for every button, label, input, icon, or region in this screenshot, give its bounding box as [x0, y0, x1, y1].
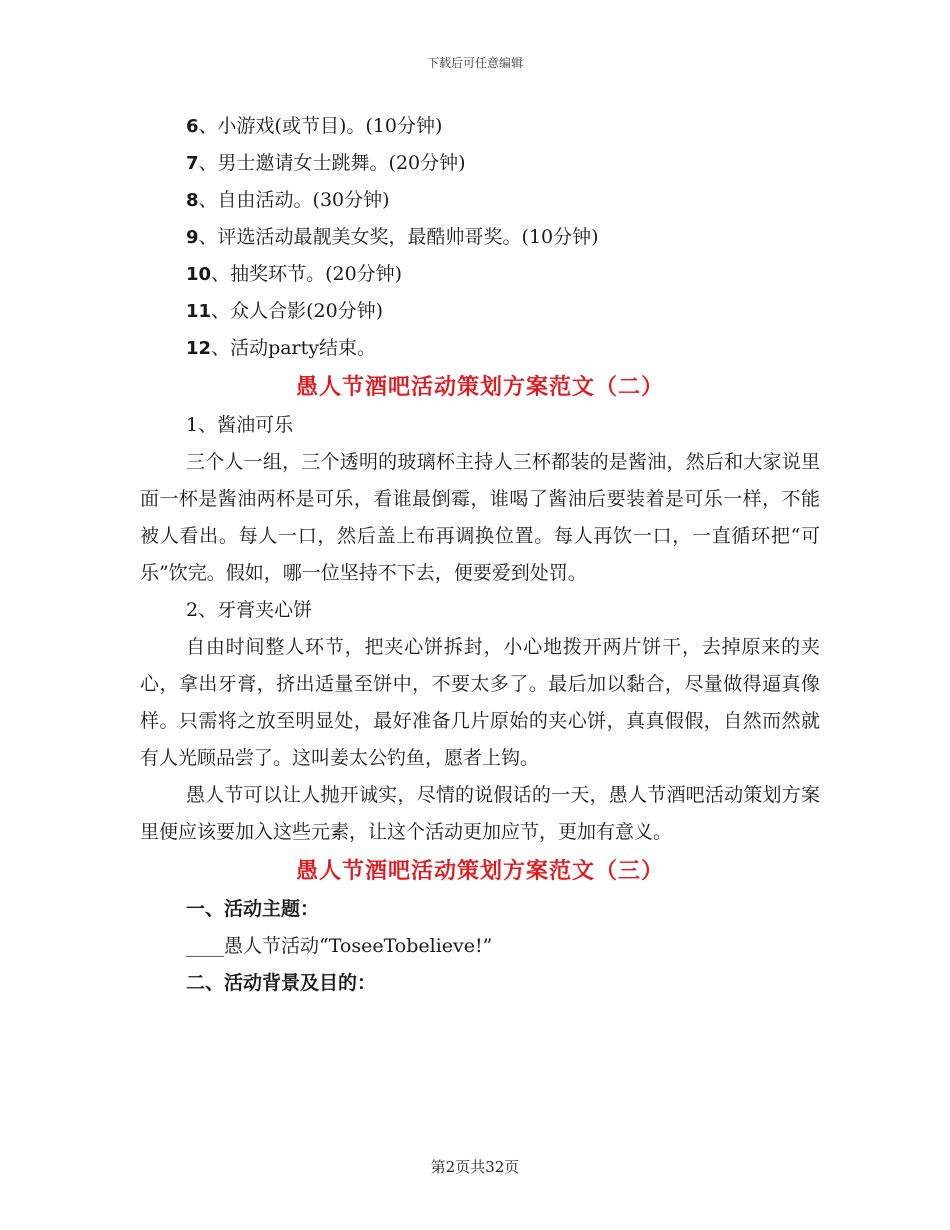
paragraph: 三个人一组，三个透明的玻璃杯主持人三杯都装的是酱油，然后和大家说里面一杯是酱油两杯是可乐，看谁最倒霉，谁喝了酱油后要装着是可乐一样，不能被人看出。每人一口，然后盖上布再调换位置。每人再饮一口，一直循环把“可乐”饮完。假如，哪一位坚持不下去，便要爱到处罚。	[140, 451, 820, 584]
list-item	[140, 330, 820, 367]
document-body	[140, 108, 820, 1002]
list-text: 、活动party结束。	[211, 337, 377, 359]
list-number: 9	[186, 227, 199, 248]
list-item	[140, 145, 820, 182]
list-item	[140, 182, 820, 219]
paragraph: 自由时间整人环节，把夹心饼拆封，小心地拨开两片饼干，去掉原来的夹心，拿出牙膏，挤出适量至饼中，不要太多了。最后加以黏合，尽量做得逼真像样。只需将之放至明显处，最好准备几片原始的夹心饼，真真假假，自然而然就有人光顾品尝了。这叫姜太公钓鱼，愿者上钩。	[140, 636, 820, 769]
page-number: 第2页共32页	[430, 1158, 520, 1176]
list-text: 、自由活动。(30分钟)	[198, 189, 390, 211]
list-item	[140, 108, 820, 145]
list-number: 8	[186, 190, 199, 211]
section-title-2: 愚人节酒吧活动策划方案范文（二）	[295, 374, 664, 400]
list-text: 、小游戏(或节目)。(10分钟)	[198, 115, 443, 137]
subsection-title: 1、酱油可乐	[186, 414, 294, 436]
subsection-title: 2、牙膏夹心饼	[186, 599, 313, 621]
header-note: 下载后可任意编辑	[426, 56, 523, 70]
list-number: 12	[186, 338, 212, 359]
list-number: 11	[186, 301, 212, 322]
heading-activity-theme: 一、活动主题：	[186, 898, 320, 920]
heading-background-purpose: 二、活动背景及目的：	[186, 972, 377, 994]
list-text: 、抽奖环节。(20分钟)	[211, 263, 403, 285]
list-item	[140, 219, 820, 256]
section-title-3: 愚人节酒吧活动策划方案范文（三）	[295, 858, 664, 884]
list-item	[140, 256, 820, 293]
closing-paragraph: 愚人节可以让人抛开诚实，尽情的说假话的一天，愚人节酒吧活动策划方案里便应该要加入这些元素，让这个活动更加应节，更加有意义。	[140, 784, 820, 843]
list-item	[140, 293, 820, 330]
activity-theme-text: ____愚人节活动“ToseeTobelieve!”	[186, 935, 493, 957]
list-number: 7	[186, 153, 199, 174]
list-text: 、男士邀请女士跳舞。(20分钟)	[198, 152, 466, 174]
list-text: 、众人合影(20分钟)	[211, 300, 384, 322]
list-number: 10	[186, 264, 212, 285]
list-text: 、评选活动最靓美女奖，最酷帅哥奖。(10分钟)	[198, 226, 599, 248]
list-number: 6	[186, 116, 199, 137]
